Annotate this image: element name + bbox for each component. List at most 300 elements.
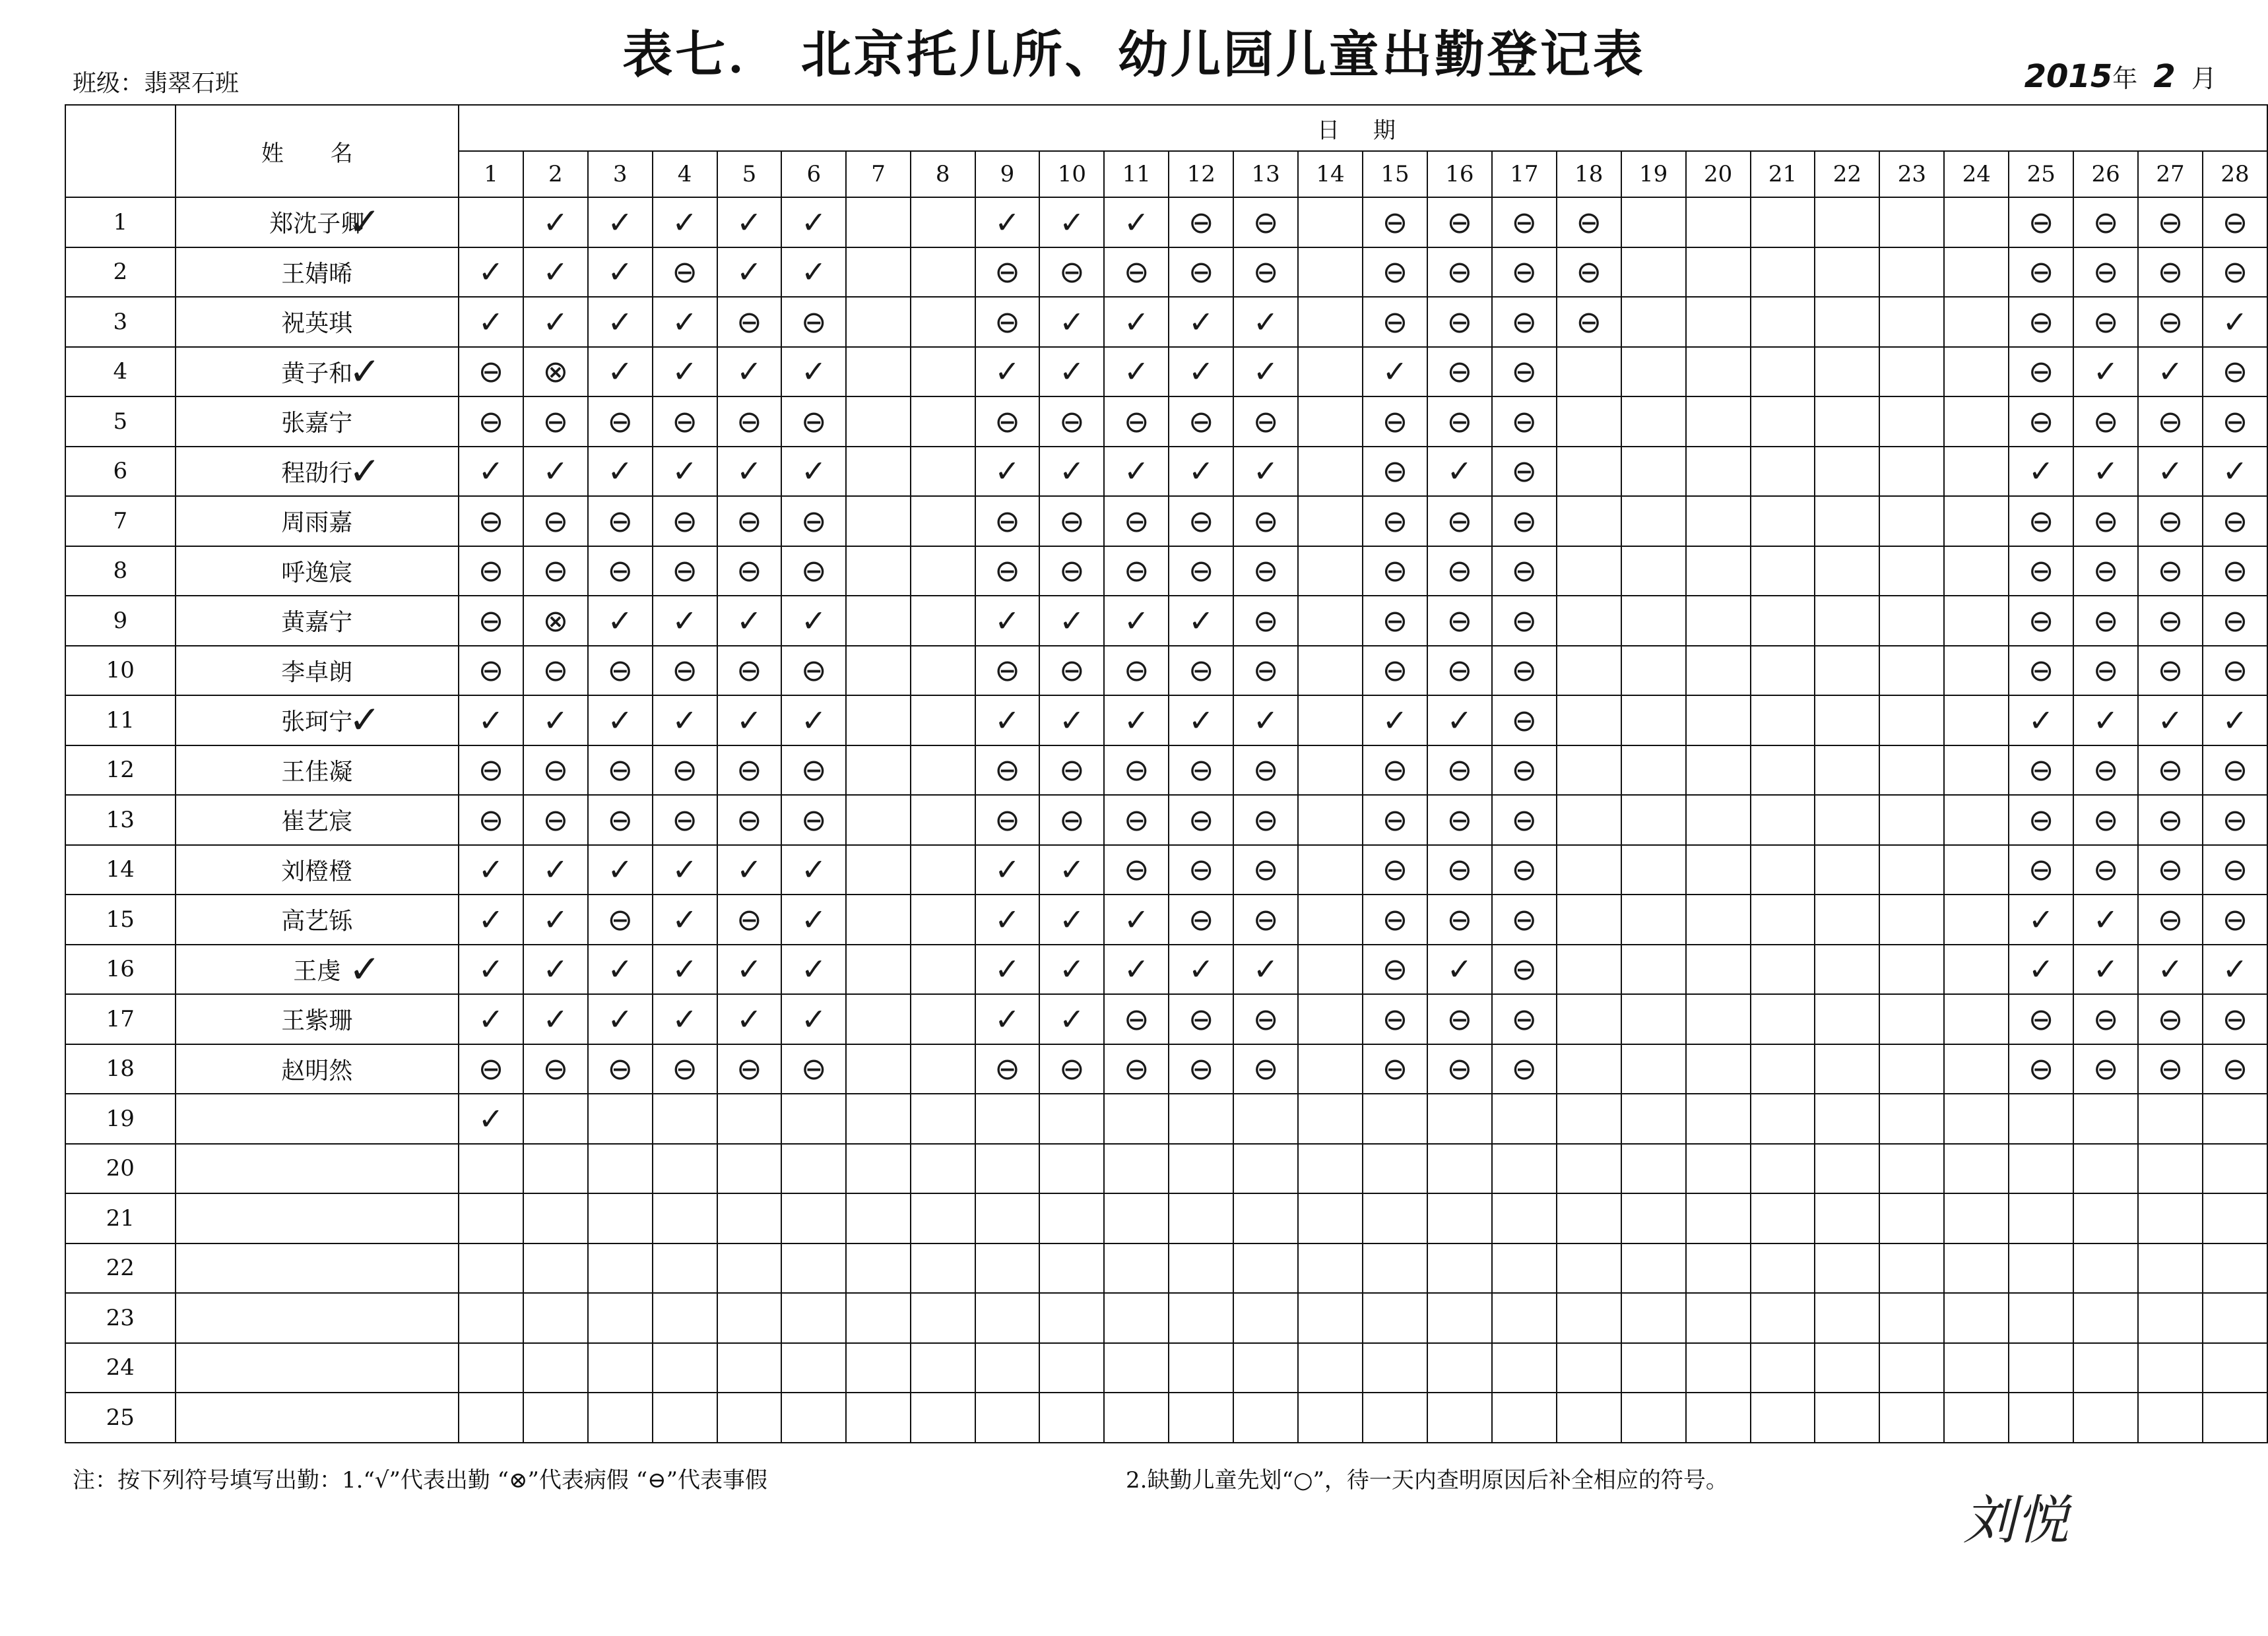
attendance-mark: ⊖ <box>1363 396 1427 447</box>
day-header: 6 <box>781 151 846 197</box>
attendance-table <box>65 104 2268 1443</box>
student-name-cell <box>176 945 459 995</box>
attendance-mark <box>1621 247 1686 298</box>
attendance-mark <box>1557 1044 1621 1094</box>
attendance-mark <box>1751 247 1815 298</box>
row-number: 21 <box>65 1193 176 1243</box>
student-name-cell <box>176 596 459 646</box>
attendance-mark: ⊖ <box>2138 297 2203 347</box>
attendance-mark <box>1944 396 2009 447</box>
attendance-mark <box>1363 1144 1427 1194</box>
attendance-mark <box>846 1144 911 1194</box>
student-name-cell <box>176 1144 459 1194</box>
attendance-mark: ✓ <box>653 596 717 646</box>
attendance-mark <box>1879 396 1944 447</box>
attendance-mark <box>1751 1094 1815 1144</box>
attendance-mark <box>1363 1293 1427 1343</box>
attendance-mark: ✓ <box>588 945 653 995</box>
attendance-mark <box>1557 1243 1621 1294</box>
attendance-mark <box>588 1193 653 1243</box>
attendance-mark: ✓ <box>2073 895 2138 945</box>
row-number: 3 <box>65 297 176 347</box>
attendance-mark <box>1298 945 1363 995</box>
day-header: 18 <box>1557 151 1621 197</box>
attendance-mark <box>1169 1293 1233 1343</box>
day-header: 10 <box>1039 151 1104 197</box>
attendance-mark <box>1879 795 1944 845</box>
attendance-mark <box>911 447 975 497</box>
attendance-mark: ✓ <box>2073 945 2138 995</box>
attendance-mark <box>1621 347 1686 397</box>
attendance-mark <box>1233 1393 1298 1443</box>
attendance-mark <box>1104 1393 1169 1443</box>
student-name-cell <box>176 1193 459 1243</box>
attendance-mark <box>1686 596 1751 646</box>
attendance-mark <box>1686 1094 1751 1144</box>
attendance-mark <box>1363 1393 1427 1443</box>
attendance-mark: ⊖ <box>781 496 846 546</box>
attendance-mark <box>846 1044 911 1094</box>
attendance-mark <box>1944 1243 2009 1294</box>
attendance-mark: ⊖ <box>2138 895 2203 945</box>
attendance-mark <box>911 1293 975 1343</box>
attendance-mark: ⊖ <box>781 1044 846 1094</box>
attendance-mark <box>911 1144 975 1194</box>
attendance-mark <box>2138 1243 2203 1294</box>
check-mark-icon: ✓ <box>348 697 381 742</box>
row-number: 1 <box>65 197 176 247</box>
attendance-mark <box>911 845 975 895</box>
day-header: 23 <box>1879 151 1944 197</box>
attendance-mark <box>1815 1193 1879 1243</box>
attendance-mark <box>2138 1293 2203 1343</box>
student-name-cell <box>176 197 459 247</box>
check-mark-icon: ✓ <box>348 348 381 394</box>
student-name: 高艺铄 <box>281 908 353 935</box>
attendance-mark <box>1298 396 1363 447</box>
attendance-mark: ✓ <box>1233 695 1298 745</box>
attendance-mark: ⊖ <box>2138 197 2203 247</box>
attendance-mark <box>1169 1343 1233 1393</box>
attendance-mark: ⊖ <box>975 795 1040 845</box>
attendance-mark: ⊖ <box>523 396 588 447</box>
student-row <box>65 247 2267 298</box>
attendance-mark: ⊖ <box>1233 795 1298 845</box>
attendance-mark <box>1944 596 2009 646</box>
page-title: 表七． 北京托儿所、幼儿园儿童出勤登记表 <box>622 25 1646 84</box>
attendance-mark <box>588 1393 653 1443</box>
attendance-mark: ✓ <box>975 197 1040 247</box>
attendance-mark: ⊖ <box>2009 845 2073 895</box>
attendance-mark: ✓ <box>1039 994 1104 1044</box>
attendance-mark <box>1751 1243 1815 1294</box>
attendance-mark <box>1557 795 1621 845</box>
attendance-mark <box>1815 994 1879 1044</box>
attendance-mark: ⊖ <box>588 895 653 945</box>
attendance-mark: ⊖ <box>2009 396 2073 447</box>
attendance-mark: ⊖ <box>781 795 846 845</box>
attendance-mark <box>2203 1193 2267 1243</box>
attendance-mark <box>911 994 975 1044</box>
attendance-mark <box>1621 1343 1686 1393</box>
attendance-mark: ⊖ <box>2138 745 2203 796</box>
attendance-mark <box>1621 895 1686 945</box>
student-name-cell <box>176 546 459 596</box>
attendance-mark <box>846 1293 911 1343</box>
attendance-mark: ⊖ <box>2073 297 2138 347</box>
student-name: 王婧晞 <box>281 260 353 288</box>
attendance-mark <box>1944 895 2009 945</box>
attendance-mark: ⊖ <box>1427 895 1492 945</box>
attendance-mark: ✓ <box>975 945 1040 995</box>
attendance-mark <box>1686 695 1751 745</box>
student-name: 李卓朗 <box>281 658 353 686</box>
attendance-mark: ⊖ <box>588 496 653 546</box>
attendance-mark: ⊖ <box>1169 745 1233 796</box>
student-row <box>65 745 2267 796</box>
attendance-mark <box>1686 1243 1751 1294</box>
attendance-mark <box>1104 1144 1169 1194</box>
student-row <box>65 646 2267 696</box>
attendance-mark: ⊖ <box>1492 845 1557 895</box>
attendance-mark: ✓ <box>1363 347 1427 397</box>
attendance-mark: ⊖ <box>2203 895 2267 945</box>
attendance-mark <box>1944 646 2009 696</box>
attendance-mark <box>1815 745 1879 796</box>
attendance-mark <box>911 347 975 397</box>
attendance-mark <box>1944 1343 2009 1393</box>
attendance-mark <box>846 646 911 696</box>
attendance-mark <box>1492 1144 1557 1194</box>
attendance-mark <box>1492 1293 1557 1343</box>
attendance-mark <box>911 496 975 546</box>
attendance-mark <box>523 1243 588 1294</box>
attendance-mark <box>1815 1044 1879 1094</box>
student-name: 王佳凝 <box>281 758 353 786</box>
attendance-mark <box>1944 447 2009 497</box>
attendance-mark: ✓ <box>459 845 523 895</box>
attendance-mark <box>1944 197 2009 247</box>
attendance-mark: ⊖ <box>1363 197 1427 247</box>
attendance-mark: ⊖ <box>1169 845 1233 895</box>
attendance-mark <box>1621 845 1686 895</box>
attendance-mark <box>1879 1343 1944 1393</box>
row-number: 8 <box>65 546 176 596</box>
attendance-mark: ✓ <box>653 347 717 397</box>
attendance-mark: ✓ <box>653 945 717 995</box>
attendance-mark: ⊖ <box>1427 745 1492 796</box>
attendance-mark: ⊖ <box>2138 596 2203 646</box>
day-header: 17 <box>1492 151 1557 197</box>
attendance-mark <box>1815 695 1879 745</box>
student-row <box>65 1094 2267 1144</box>
attendance-mark: ✓ <box>717 945 782 995</box>
attendance-mark <box>653 1193 717 1243</box>
attendance-mark: ⊖ <box>2203 496 2267 546</box>
attendance-mark: ✓ <box>1169 945 1233 995</box>
student-row <box>65 1243 2267 1294</box>
attendance-mark: ⊖ <box>2203 197 2267 247</box>
check-mark-icon: ✓ <box>348 946 381 991</box>
attendance-mark: ⊖ <box>1233 596 1298 646</box>
attendance-mark <box>1427 1193 1492 1243</box>
attendance-mark <box>846 795 911 845</box>
attendance-mark <box>911 247 975 298</box>
attendance-mark: ⊖ <box>1492 1044 1557 1094</box>
attendance-mark <box>911 1193 975 1243</box>
attendance-mark: ⊖ <box>1557 247 1621 298</box>
attendance-mark <box>1621 1393 1686 1443</box>
attendance-mark: ⊖ <box>459 396 523 447</box>
day-header: 8 <box>911 151 975 197</box>
attendance-mark: ⊖ <box>459 347 523 397</box>
month-handwritten: 2 <box>2153 58 2176 95</box>
student-name-cell <box>176 1393 459 1443</box>
attendance-mark <box>717 1393 782 1443</box>
attendance-mark <box>2009 1393 2073 1443</box>
attendance-mark <box>846 596 911 646</box>
attendance-mark <box>1298 1343 1363 1393</box>
attendance-mark: ⊖ <box>1492 596 1557 646</box>
attendance-mark <box>1686 247 1751 298</box>
attendance-mark: ✓ <box>1039 845 1104 895</box>
attendance-mark: ⊖ <box>1492 745 1557 796</box>
attendance-mark <box>1233 1293 1298 1343</box>
attendance-mark: ⊖ <box>523 496 588 546</box>
attendance-mark: ⊖ <box>1492 347 1557 397</box>
attendance-mark <box>1815 247 1879 298</box>
attendance-mark: ✓ <box>1169 447 1233 497</box>
student-row <box>65 795 2267 845</box>
attendance-mark <box>975 1243 1040 1294</box>
attendance-mark <box>1169 1144 1233 1194</box>
attendance-mark: ✓ <box>1039 347 1104 397</box>
student-row <box>65 1144 2267 1194</box>
attendance-mark <box>1944 496 2009 546</box>
attendance-mark <box>2073 1193 2138 1243</box>
day-header: 24 <box>1944 151 2009 197</box>
student-row <box>65 297 2267 347</box>
attendance-mark: ⊖ <box>653 795 717 845</box>
attendance-mark: ⊖ <box>1169 646 1233 696</box>
date-column-header: 日 期 <box>459 105 2267 151</box>
year-handwritten: 2015 <box>2024 58 2113 95</box>
attendance-mark: ⊖ <box>2009 596 2073 646</box>
attendance-mark: ⊖ <box>1427 795 1492 845</box>
attendance-mark: ⊖ <box>653 745 717 796</box>
attendance-mark: ⊖ <box>2203 247 2267 298</box>
attendance-mark: ✓ <box>523 945 588 995</box>
attendance-mark <box>653 1144 717 1194</box>
day-header: 21 <box>1751 151 1815 197</box>
attendance-mark: ⊖ <box>523 546 588 596</box>
attendance-mark <box>2009 1193 2073 1243</box>
attendance-mark <box>911 1343 975 1393</box>
attendance-mark <box>1169 1193 1233 1243</box>
attendance-mark: ⊖ <box>459 496 523 546</box>
attendance-mark: ✓ <box>459 945 523 995</box>
attendance-mark <box>1557 396 1621 447</box>
attendance-mark: ⊖ <box>1169 795 1233 845</box>
student-name: 张珂宁 <box>281 708 353 736</box>
attendance-mark: ✓ <box>459 447 523 497</box>
attendance-mark <box>1879 1144 1944 1194</box>
attendance-mark <box>2009 1144 2073 1194</box>
attendance-mark: ⊖ <box>1427 347 1492 397</box>
attendance-mark <box>1298 745 1363 796</box>
attendance-mark <box>2073 1393 2138 1443</box>
attendance-mark <box>1621 695 1686 745</box>
attendance-mark: ⊗ <box>523 596 588 646</box>
attendance-mark <box>975 1393 1040 1443</box>
attendance-mark <box>1879 347 1944 397</box>
attendance-mark <box>1879 945 1944 995</box>
attendance-mark: ✓ <box>523 247 588 298</box>
attendance-mark: ⊖ <box>1492 297 1557 347</box>
student-row <box>65 1343 2267 1393</box>
attendance-mark <box>1751 1393 1815 1443</box>
row-number: 24 <box>65 1343 176 1393</box>
attendance-mark: ✓ <box>1233 945 1298 995</box>
attendance-mark <box>846 1393 911 1443</box>
attendance-mark: ⊖ <box>1492 546 1557 596</box>
student-row <box>65 347 2267 397</box>
attendance-mark: ⊖ <box>781 745 846 796</box>
attendance-mark <box>1621 197 1686 247</box>
handwritten-signature: 刘悦 <box>1963 1490 2069 1551</box>
day-header: 2 <box>523 151 588 197</box>
attendance-mark: ✓ <box>717 994 782 1044</box>
attendance-mark <box>1944 1044 2009 1094</box>
attendance-mark <box>1104 1193 1169 1243</box>
attendance-mark: ✓ <box>1104 895 1169 945</box>
attendance-mark: ✓ <box>1039 447 1104 497</box>
attendance-mark <box>2203 1144 2267 1194</box>
attendance-mark: ⊖ <box>1427 845 1492 895</box>
student-name: 黄子和 <box>281 360 353 387</box>
student-name: 刘橙橙 <box>281 858 353 885</box>
attendance-mark <box>846 994 911 1044</box>
day-header: 7 <box>846 151 911 197</box>
attendance-mark: ⊖ <box>1104 546 1169 596</box>
attendance-mark: ✓ <box>975 347 1040 397</box>
attendance-mark <box>975 1144 1040 1194</box>
student-name-cell <box>176 1094 459 1144</box>
attendance-mark <box>1944 795 2009 845</box>
attendance-mark <box>1298 695 1363 745</box>
attendance-mark: ✓ <box>1169 297 1233 347</box>
attendance-mark: ✓ <box>975 845 1040 895</box>
attendance-mark: ⊖ <box>2073 197 2138 247</box>
attendance-mark <box>588 1293 653 1343</box>
day-header: 13 <box>1233 151 1298 197</box>
attendance-mark: ⊖ <box>1233 895 1298 945</box>
attendance-mark: ✓ <box>653 695 717 745</box>
student-name: 郑沈子卿 <box>269 210 365 238</box>
student-row <box>65 596 2267 646</box>
attendance-mark: ⊖ <box>1169 496 1233 546</box>
attendance-mark <box>1039 1094 1104 1144</box>
student-name: 赵明然 <box>281 1057 353 1085</box>
attendance-mark: ✓ <box>2073 447 2138 497</box>
attendance-mark <box>1879 1293 1944 1343</box>
attendance-mark: ⊖ <box>717 297 782 347</box>
attendance-mark: ⊖ <box>2009 994 2073 1044</box>
attendance-mark <box>1815 895 1879 945</box>
attendance-mark <box>911 695 975 745</box>
attendance-mark: ✓ <box>2073 695 2138 745</box>
attendance-mark <box>846 695 911 745</box>
check-mark-icon: ✓ <box>348 448 381 493</box>
attendance-mark: ⊖ <box>1233 994 1298 1044</box>
attendance-mark <box>1492 1243 1557 1294</box>
attendance-mark: ✓ <box>459 297 523 347</box>
attendance-mark <box>1298 197 1363 247</box>
attendance-mark: ⊖ <box>975 745 1040 796</box>
attendance-mark <box>1233 1193 1298 1243</box>
attendance-mark <box>1751 1144 1815 1194</box>
attendance-mark: ✓ <box>975 695 1040 745</box>
attendance-mark <box>846 347 911 397</box>
attendance-mark <box>1944 745 2009 796</box>
attendance-mark <box>846 247 911 298</box>
attendance-mark: ⊖ <box>2009 745 2073 796</box>
attendance-mark: ⊖ <box>459 795 523 845</box>
attendance-mark <box>1751 447 1815 497</box>
attendance-mark <box>911 945 975 995</box>
row-number: 7 <box>65 496 176 546</box>
student-name: 黄嘉宁 <box>281 609 353 637</box>
attendance-mark <box>1686 845 1751 895</box>
student-name-cell <box>176 745 459 796</box>
attendance-mark: ✓ <box>459 1094 523 1144</box>
attendance-mark: ⊖ <box>2203 596 2267 646</box>
attendance-mark: ✓ <box>975 447 1040 497</box>
attendance-mark: ⊖ <box>717 895 782 945</box>
attendance-mark <box>1879 845 1944 895</box>
attendance-mark: ⊖ <box>1363 1044 1427 1094</box>
attendance-mark: ✓ <box>523 197 588 247</box>
day-header: 12 <box>1169 151 1233 197</box>
attendance-mark <box>1557 994 1621 1044</box>
student-name-cell <box>176 1343 459 1393</box>
attendance-mark <box>1298 1243 1363 1294</box>
attendance-mark <box>588 1343 653 1393</box>
attendance-mark <box>459 1243 523 1294</box>
attendance-mark <box>523 1094 588 1144</box>
attendance-mark: ✓ <box>781 845 846 895</box>
attendance-mark: ⊖ <box>2073 795 2138 845</box>
attendance-mark <box>2009 1243 2073 1294</box>
attendance-mark <box>1492 1393 1557 1443</box>
attendance-mark: ⊖ <box>1104 247 1169 298</box>
day-header: 4 <box>653 151 717 197</box>
attendance-mark: ⊖ <box>1039 496 1104 546</box>
attendance-mark <box>1298 447 1363 497</box>
attendance-mark: ⊖ <box>588 745 653 796</box>
attendance-mark: ✓ <box>781 247 846 298</box>
attendance-mark <box>2073 1094 2138 1144</box>
attendance-mark: ✓ <box>1233 297 1298 347</box>
attendance-mark: ✓ <box>2009 895 2073 945</box>
attendance-mark <box>2203 1293 2267 1343</box>
attendance-mark <box>846 745 911 796</box>
attendance-mark <box>911 197 975 247</box>
attendance-mark <box>1815 546 1879 596</box>
attendance-mark <box>846 895 911 945</box>
student-name-cell <box>176 895 459 945</box>
attendance-mark <box>2138 1144 2203 1194</box>
